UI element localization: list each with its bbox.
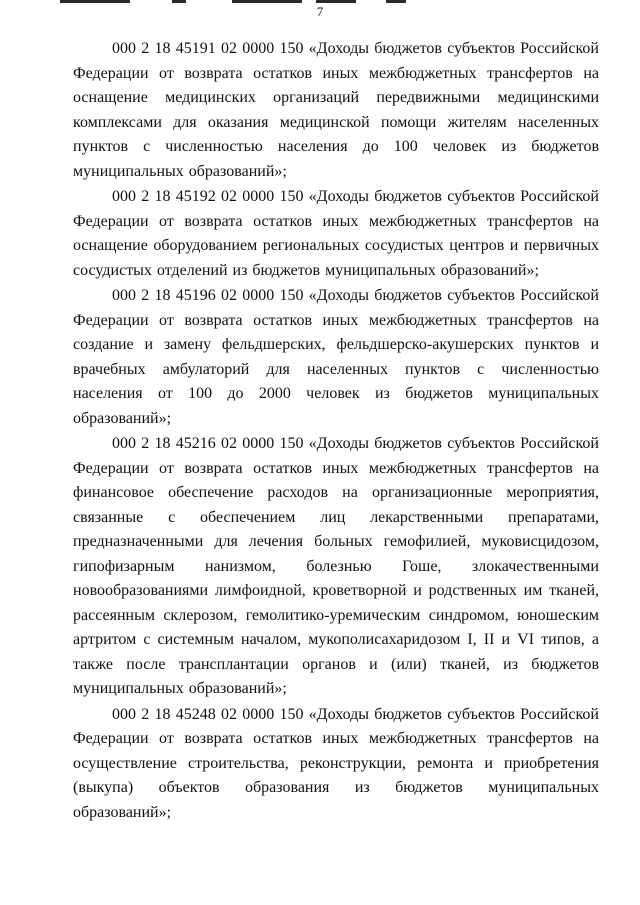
paragraph-45191: 000 2 18 45191 02 0000 150 «Доходы бюджетов субъектов Российской Федерации от возврата остатков иных межбюджетных трансфертов на оснащение медицинских организаций передвижными медицинскими комплексами для оказания медицинской помощи жителям населенных пунктов с численностью населения до 100 человек из бюджетов муниципальных образований»;	[73, 40, 599, 180]
page-number: 7	[316, 4, 324, 19]
paragraph-45192: 000 2 18 45192 02 0000 150 «Доходы бюджетов субъектов Российской Федерации от возврата остатков иных межбюджетных трансфертов на оснащение оборудованием региональных сосудистых центров и первичных сосудистых отделений из бюджетов муниципальных образований»;	[73, 188, 599, 279]
paragraph-45196: 000 2 18 45196 02 0000 150 «Доходы бюджетов субъектов Российской Федерации от возврата остатков иных межбюджетных трансфертов на создание и замену фельдшерских, фельдшерско-акушерских пунктов и врачебных амбулаторий для населенных пунктов с численностью населения от 100 до 2000 человек из бюджетов муниципальных образований»;	[73, 287, 599, 427]
paragraph-45216: 000 2 18 45216 02 0000 150 «Доходы бюджетов субъектов Российской Федерации от возврата остатков иных межбюджетных трансфертов на финансовое обеспечение расходов на организационные мероприятия, связанные с обеспечением лиц лекарственными препаратами, предназначенными для лечения больных гемофилией, муковисцидозом, гипофизарным нанизмом, болезнью Гоше, злокачественными новообразованиями лимфоидной, кроветворной и родственных им тканей, рассеянным склерозом, гемолитико-уремическим синдромом, юношеским артритом с системным началом, мукополисахаридозом I, II и VI типов, а также после трансплантации органов и (или) тканей, из бюджетов муниципальных образований»;	[73, 435, 599, 697]
paragraph-45248: 000 2 18 45248 02 0000 150 «Доходы бюджетов субъектов Российской Федерации от возврата остатков иных межбюджетных трансфертов на осуществление строительства, реконструкции, ремонта и приобретения (выкупа) объектов образования из бюджетов муниципальных образований»;	[73, 705, 599, 821]
document-body	[73, 37, 599, 825]
